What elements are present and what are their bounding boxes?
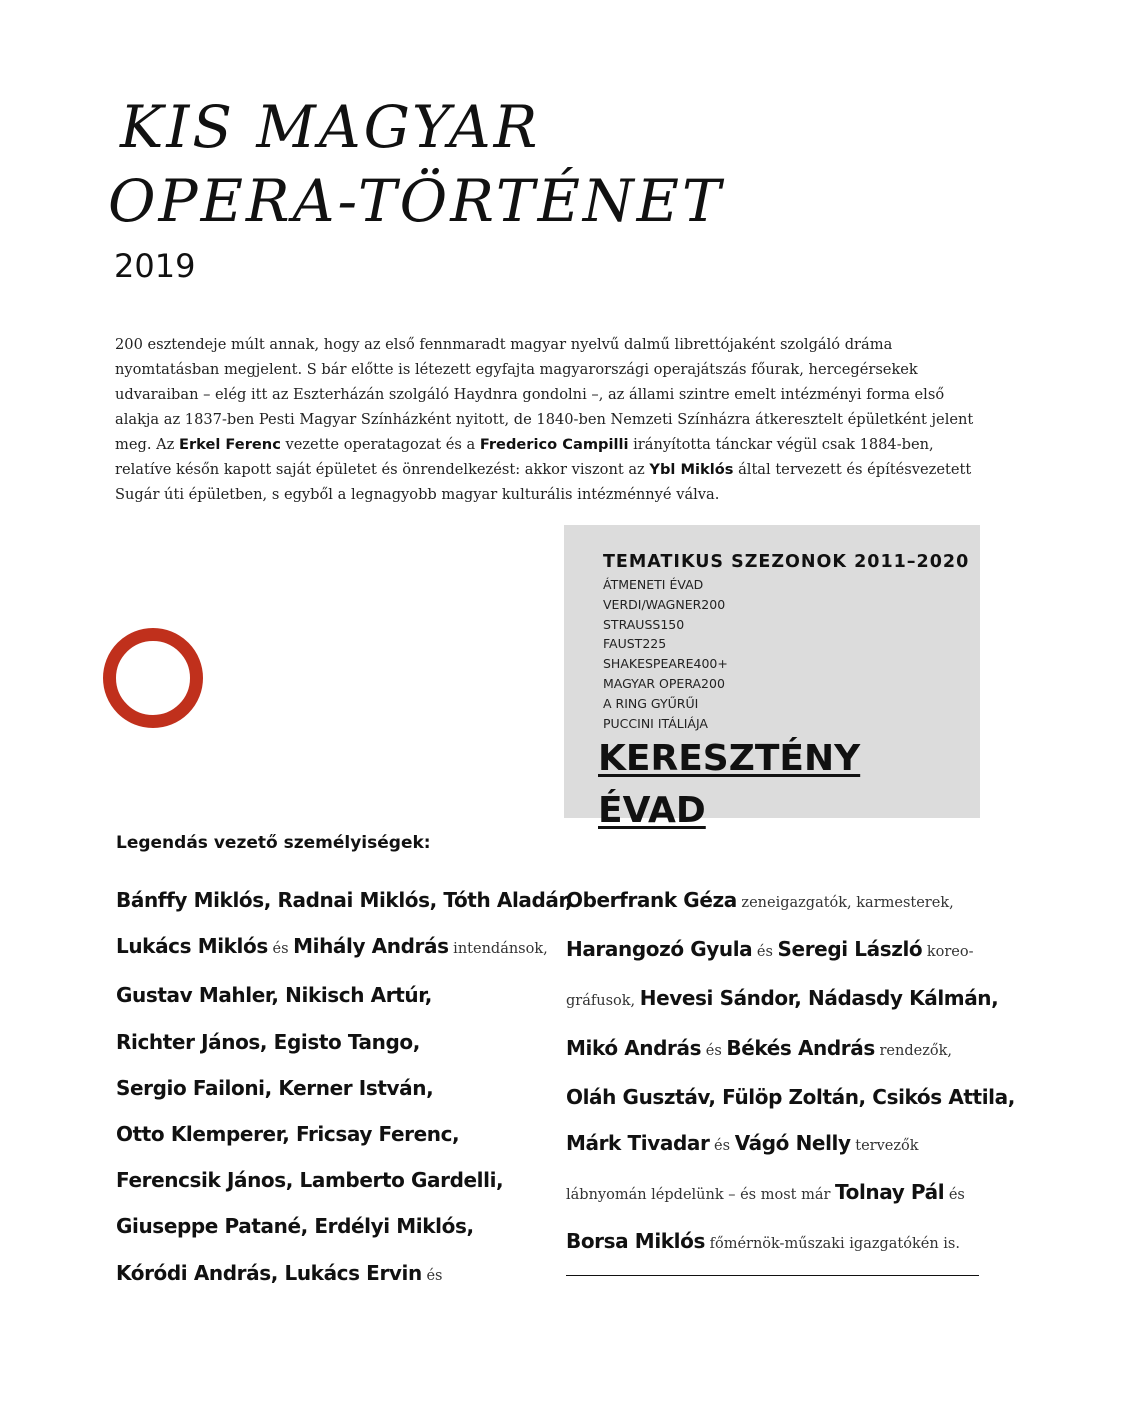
person-names: Seregi László: [777, 937, 923, 962]
season-item: PUCCINI ITÁLIÁJA: [603, 715, 708, 731]
intro-text: vezette operatagozat és a: [280, 436, 480, 453]
season-item: VERDI/WAGNER200: [603, 596, 726, 612]
leaders-column-left: [116, 877, 573, 1299]
current-season: KERESZTÉNY ÉVAD: [598, 738, 861, 831]
role-text: és: [267, 941, 294, 958]
intro-text: irányította tánckar végül csak 1884-ben, relatíve későn kapott saját épületet és önrendelkezést: akkor viszont az: [115, 436, 934, 478]
leaders-line: [116, 1203, 556, 1249]
leaders-line: [116, 1157, 556, 1203]
role-text: rendezők,: [874, 1042, 952, 1059]
leaders-line: [116, 972, 556, 1018]
intro-name: Ybl Miklós: [649, 461, 734, 478]
role-text: koreo-: [922, 944, 974, 961]
season-item: STRAUSS150: [603, 616, 685, 632]
role-text: zeneigazgatók, karmesterek,: [736, 895, 954, 911]
leaders-line: [566, 926, 1006, 975]
season-item: SHAKESPEARE400+: [603, 656, 728, 672]
person-names: Hevesi Sándor, Nádasdy Kálmán,: [639, 986, 999, 1011]
person-names: Sergio Failoni, Kerner István,: [116, 1075, 434, 1100]
person-names: Mihály András: [293, 934, 449, 959]
person-names: Gustav Mahler, Nikisch Artúr,: [116, 983, 432, 1008]
person-names: Mikó András: [566, 1035, 702, 1060]
seasons-list: [603, 575, 980, 733]
leaders-line: [566, 1169, 1006, 1218]
leaders-line: [116, 1250, 556, 1299]
role-text: főmérnök-műszaki igazgatókén is.: [704, 1236, 960, 1253]
person-names: Kóródi András, Lukács Ervin: [116, 1260, 422, 1285]
role-text: tervezők: [850, 1138, 919, 1155]
intro-text: 200 esztendeje múlt annak, hogy az első fennmaradt magyar nyelvű dalmű librettójaként szolgáló dráma nyomtatásban megjelent. S bár előtte is létezett egyfajta magyarországi operajátszás főurak, hercegérsekek udvaraiban – elég itt az Eszterházán szolgáló Haydnra gondolni –, az állami szintre emelt intézményi forma első alakja az 1837-ben Pesti Magyar Színházként nyitott, de 1840-ben Nemzeti Színházra átkeresztelt épületként jelent meg. Az: [115, 336, 974, 453]
leaders-line: [116, 1019, 556, 1065]
intro-name: Frederico Campilli: [479, 436, 629, 453]
leaders-line: [566, 877, 1006, 926]
leaders-line: [566, 1025, 1006, 1074]
page-title: [108, 90, 724, 238]
leaders-line: [566, 1218, 1006, 1267]
intro-name: Erkel Ferenc: [178, 436, 281, 453]
role-text: és: [944, 1187, 965, 1204]
person-names: Otto Klemperer, Fricsay Ferenc,: [116, 1122, 460, 1147]
role-text: és: [421, 1267, 443, 1284]
closing-rule: [566, 1275, 979, 1276]
person-names: Bánffy Miklós, Radnai Miklós, Tóth Aladár,: [116, 888, 573, 912]
leaders-line: [116, 1065, 556, 1111]
role-text: és: [752, 944, 778, 961]
person-names: Harangozó Gyula: [566, 937, 753, 962]
person-names: Giuseppe Patané, Erdélyi Miklós,: [116, 1214, 474, 1239]
season-item: MAGYAR OPERA200: [603, 675, 725, 691]
role-text: intendánsok,: [448, 941, 548, 958]
person-names: Oberfrank Géza: [566, 888, 737, 912]
title-line-2: OPERA-TÖRTÉNET: [108, 167, 724, 235]
leaders-line: [116, 923, 556, 972]
role-text: gráfusok,: [566, 993, 640, 1010]
leaders-line: [116, 877, 573, 923]
role-text: lábnyomán lépdelünk – és most már: [566, 1187, 836, 1204]
year: 2019: [114, 247, 196, 285]
season-item: FAUST225: [603, 636, 667, 652]
person-names: Lukács Miklós: [116, 934, 268, 959]
person-names: Békés András: [726, 1035, 875, 1060]
red-circle-decoration: [103, 628, 203, 728]
person-names: Borsa Miklós: [566, 1229, 705, 1254]
person-names: Márk Tivadar: [566, 1131, 710, 1156]
title-line-1: KIS MAGYAR: [120, 93, 541, 161]
season-item: ÁTMENETI ÉVAD: [603, 577, 704, 592]
thematic-seasons-box: [564, 525, 980, 831]
leaders-line: [116, 1111, 556, 1157]
role-text: és: [709, 1138, 735, 1155]
role-text: és: [701, 1042, 727, 1059]
intro-text: által tervezett és építésvezetett Sugár úti épületben, s egyből a legnagyobb magyar kulturális intézménnyé válva.: [115, 461, 972, 503]
person-names: Vágó Nelly: [734, 1131, 851, 1156]
seasons-heading: TEMATIKUS SZEZONOK 2011–2020: [603, 552, 970, 572]
person-names: Tolnay Pál: [835, 1180, 945, 1205]
season-item: A RING GYŰRŰI: [603, 695, 699, 711]
person-names: Ferencsik János, Lamberto Gardelli,: [116, 1168, 504, 1193]
person-names: Richter János, Egisto Tango,: [116, 1029, 420, 1054]
leaders-heading: Legendás vezető személyiségek:: [116, 833, 431, 853]
intro-paragraph: [115, 332, 975, 507]
person-names: Oláh Gusztáv, Fülöp Zoltán, Csikós Attila,: [566, 1084, 1015, 1109]
leaders-column-right: [566, 877, 1015, 1268]
leaders-line: [566, 975, 1006, 1024]
leaders-line: [566, 1074, 1015, 1120]
leaders-line: [566, 1120, 1006, 1169]
